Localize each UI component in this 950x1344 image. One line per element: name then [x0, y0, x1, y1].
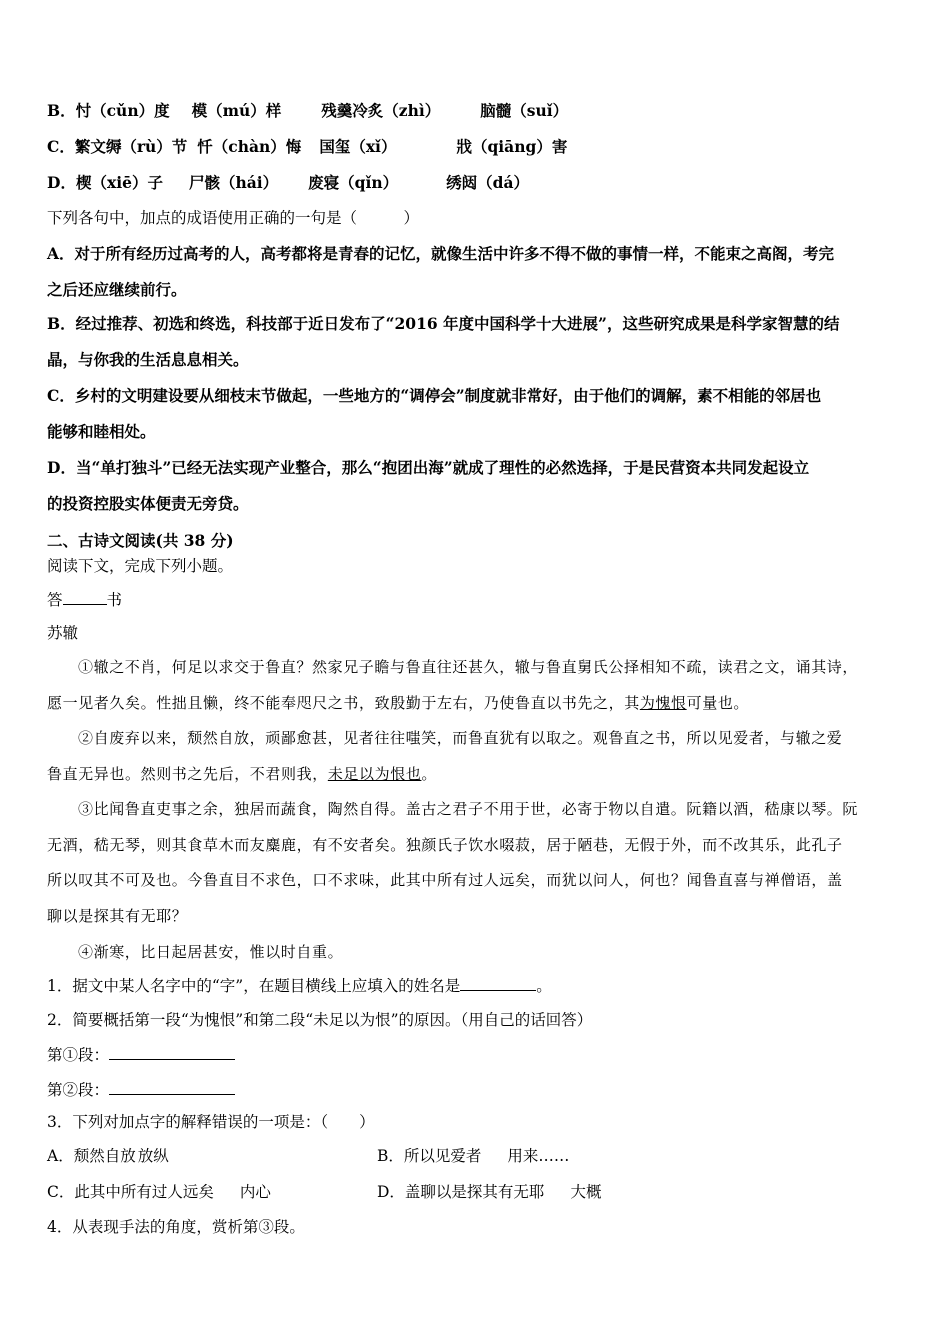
passage-paragraph-3: ③比闻鲁直吏事之余，独居而蔬食，陶然自得。盖古之君子不用于世，必寄于物以自遣。阮籍以酒，嵇康以琴。阮	[78, 800, 859, 818]
passage-paragraph-4: ④渐寒，比日起居甚安，惟以时自重。	[78, 943, 344, 961]
passage-paragraph-3-cont: 无酒，嵇无琴，则其食草木而友麋鹿，有不安者矣。独颜氏子饮水啜菽，居于陋巷，无假于外，而不改其乐，此孔子	[47, 836, 843, 854]
option-b-row	[47, 101, 568, 121]
option-word: 模（mú）样	[191, 101, 282, 120]
option-letter: B．	[47, 101, 76, 120]
question-3-option-b: B．所以见爱者 用来……	[377, 1147, 570, 1165]
section-heading: 二、古诗文阅读(共 38 分)	[47, 531, 234, 550]
underlined-phrase: 为愧恨	[639, 694, 687, 712]
question-3-option-c: C．此其中所有过人远矣 内心	[47, 1183, 271, 1201]
idiom-option-a-cont: 之后还应继续前行。	[47, 280, 187, 299]
answer-blank[interactable]	[109, 1045, 235, 1060]
idiom-option-d: D．当“单打独斗”已经无法实现产业整合，那么“抱团出海”就成了理性的必然选择，于是民营资本共同发起设立	[47, 458, 810, 477]
option-letter: D．	[47, 173, 76, 192]
option-word: 绣闼（dá）	[446, 173, 530, 192]
idiom-option-a: A．对于所有经历过高考的人，高考都将是青春的记忆，就像生活中许多不得不做的事情一样，不能束之高阁，考完	[47, 244, 835, 263]
option-word: 繁文缛（rù）节	[74, 137, 188, 156]
question-2: 2．简要概括第一段“为愧恨”和第二段“未足以为恨”的原因。（用自己的话回答）	[47, 1011, 593, 1029]
question-3-option-d: D．盖聊以是探其有无耶 大概	[377, 1183, 602, 1201]
option-d-row	[47, 173, 529, 193]
option-word: 忖（cǔn）度	[75, 101, 170, 120]
option-word: 尸骸（hái）	[188, 173, 279, 192]
passage-author: 苏辙	[47, 624, 79, 642]
option-word: 脑髓（suǐ）	[480, 101, 569, 120]
option-word: 楔（xiē）子	[75, 173, 163, 192]
passage-title: 答 书	[47, 591, 123, 609]
option-c-row	[47, 137, 567, 157]
underlined-phrase: 未足以为恨也	[327, 765, 422, 783]
question-4: 4．从表现手法的角度，赏析第③段。	[47, 1218, 305, 1236]
passage-paragraph-1: ①辙之不肖，何足以求交于鲁直？然家兄子瞻与鲁直往还甚久，辙与鲁直舅氏公择相知不疏，读君之文，诵其诗，	[78, 658, 859, 676]
question-3-option-a: A．颓然自放 放纵	[47, 1147, 169, 1165]
question-3: 3．下列对加点字的解释错误的一项是：（ ）	[47, 1113, 375, 1131]
idiom-option-d-cont: 的投资控股实体便责无旁贷。	[47, 494, 249, 513]
option-letter: C．	[47, 137, 75, 156]
question-2-part-1: 第①段：	[47, 1045, 235, 1065]
question-1: 1．据文中某人名字中的“字”，在题目横线上应填入的姓名是 。	[47, 977, 552, 995]
idiom-option-b: B．经过推荐、初选和终选，科技部于近日发布了“2016 年度中国科学十大进展”，这些研究成果是科学家智慧的结	[47, 314, 840, 333]
option-word: 废寝（qǐn）	[308, 173, 399, 192]
question-2-part-2: 第②段：	[47, 1080, 235, 1100]
passage-paragraph-2-cont: 鲁直无异也。然则书之先后，不君则我，未足以为恨也。	[47, 765, 438, 783]
idiom-option-b-cont: 晶，与你我的生活息息相关。	[47, 350, 249, 369]
passage-paragraph-3-cont: 所以叹其不可及也。今鲁直目不求色，口不求味，此其中所有过人远矣，而犹以问人，何也？闻鲁直喜与禅僧语，盖	[47, 871, 843, 889]
passage-paragraph-2: ②自废弃以来，颓然自放，顽鄙愈甚，见者往往嗤笑，而鲁直犹有以取之。观鲁直之书，所以见爱者，与辙之爱	[78, 729, 843, 747]
answer-blank[interactable]	[460, 976, 536, 991]
option-word: 戕（qiāng）害	[456, 137, 568, 156]
idiom-option-c-cont: 能够和睦相处。	[47, 422, 156, 441]
option-word: 残羹冷炙（zhì）	[321, 101, 441, 120]
idiom-question-stem: 下列各句中，加点的成语使用正确的一句是（ ）	[47, 209, 420, 227]
option-word: 忏（chàn）悔	[197, 137, 302, 156]
passage-paragraph-1-cont: 愿一见者久矣。性拙且懒，终不能奉咫尺之书，致殷勤于左右，乃使鲁直以书先之，其为愧恨可量也。	[47, 694, 750, 712]
idiom-option-c: C．乡村的文明建设要从细枝末节做起，一些地方的“调停会”制度就非常好，由于他们的调解，素不相能的邻居也	[47, 386, 822, 405]
answer-blank[interactable]	[109, 1080, 235, 1095]
option-word: 国玺（xǐ）	[319, 137, 397, 156]
passage-paragraph-3-cont: 聊以是探其有无耶？	[47, 907, 188, 925]
section-instruction: 阅读下文，完成下列小题。	[47, 557, 234, 575]
title-blank	[63, 590, 107, 605]
